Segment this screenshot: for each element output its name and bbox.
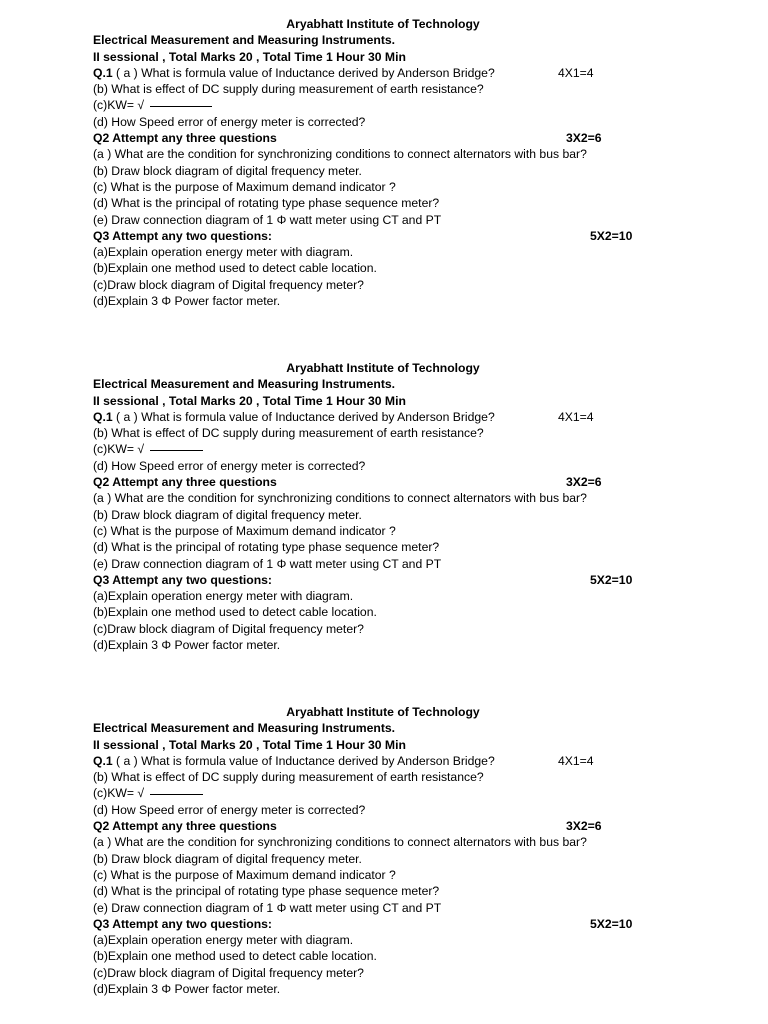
q3-heading-line xyxy=(93,228,653,244)
q2-b-line: (b) Draw block diagram of digital frequency meter. xyxy=(93,507,362,522)
q1-c-line xyxy=(93,441,653,457)
q2-marks: 3X2=6 xyxy=(566,819,602,834)
session-line: II sessional , Total Marks 20 , Total Time 1 Hour 30 Min xyxy=(93,49,406,64)
q2-b-line: (b) Draw block diagram of digital frequency meter. xyxy=(93,851,362,866)
q1-a-line xyxy=(93,409,653,425)
q3-heading-line xyxy=(93,916,653,932)
q2-heading-line xyxy=(93,474,653,490)
q3-marks: 5X2=10 xyxy=(590,228,633,243)
q2-heading-line xyxy=(93,130,653,146)
q3-heading: Q3 Attempt any two questions: xyxy=(93,228,272,243)
q1-heading: Q.1 xyxy=(93,409,113,424)
institute-title: Aryabhatt Institute of Technology xyxy=(286,361,480,375)
q2-e-line: (e) Draw connection diagram of 1 Φ watt meter using CT and PT xyxy=(93,556,442,571)
institute-title: Aryabhatt Institute of Technology xyxy=(286,17,480,31)
institute-title: Aryabhatt Institute of Technology xyxy=(286,705,480,719)
q1-b-line: (b) What is effect of DC supply during measurement of earth resistance? xyxy=(93,770,484,785)
q3-heading: Q3 Attempt any two questions: xyxy=(93,916,272,931)
q2-e-line: (e) Draw connection diagram of 1 Φ watt meter using CT and PT xyxy=(93,900,442,915)
q2-c-line: (c) What is the purpose of Maximum demand indicator ? xyxy=(93,523,396,538)
fraction-bar xyxy=(150,106,212,107)
q3-d-line: (d)Explain 3 Φ Power factor meter. xyxy=(93,294,281,309)
q2-d-line: (d) What is the principal of rotating type phase sequence meter? xyxy=(93,884,440,899)
subject-line: Electrical Measurement and Measuring Instruments. xyxy=(93,33,396,48)
q1-b-line: (b) What is effect of DC supply during measurement of earth resistance? xyxy=(93,82,484,97)
q2-c-line: (c) What is the purpose of Maximum demand indicator ? xyxy=(93,867,396,882)
q2-d-line: (d) What is the principal of rotating type phase sequence meter? xyxy=(93,540,440,555)
question-paper-copy-1 xyxy=(93,16,653,309)
session-line: II sessional , Total Marks 20 , Total Time 1 Hour 30 Min xyxy=(93,737,406,752)
q2-b-line: (b) Draw block diagram of digital frequency meter. xyxy=(93,163,362,178)
q2-heading: Q2 Attempt any three questions xyxy=(93,819,277,834)
q2-heading: Q2 Attempt any three questions xyxy=(93,131,277,146)
q3-a-line: (a)Explain operation energy meter with diagram. xyxy=(93,245,354,260)
q2-heading-line xyxy=(93,818,653,834)
q3-marks: 5X2=10 xyxy=(590,916,633,931)
q1-c-text: (c)KW= √ xyxy=(93,442,145,457)
q1-heading: Q.1 xyxy=(93,753,113,768)
q3-c-line: (c)Draw block diagram of Digital frequency meter? xyxy=(93,621,364,636)
q1-d-line: (d) How Speed error of energy meter is corrected? xyxy=(93,114,366,129)
q3-b-line: (b)Explain one method used to detect cable location. xyxy=(93,261,377,276)
q3-c-line: (c)Draw block diagram of Digital frequency meter? xyxy=(93,277,364,292)
fraction-bar xyxy=(150,450,203,451)
q3-a-line: (a)Explain operation energy meter with diagram. xyxy=(93,933,354,948)
q1-marks: 4X1=4 xyxy=(558,409,594,424)
q2-e-line: (e) Draw connection diagram of 1 Φ watt meter using CT and PT xyxy=(93,212,442,227)
q1-a-line xyxy=(93,753,653,769)
q3-heading-line xyxy=(93,572,653,588)
q2-a-line: (a ) What are the condition for synchronizing conditions to connect alternators with bus bar? xyxy=(93,491,587,506)
q3-d-line: (d)Explain 3 Φ Power factor meter. xyxy=(93,638,281,653)
q3-a-line: (a)Explain operation energy meter with diagram. xyxy=(93,589,354,604)
question-paper-copy-3 xyxy=(93,704,653,997)
q1-a-text: ( a ) What is formula value of Inductance derived by Anderson Bridge? xyxy=(112,753,495,768)
q2-a-line: (a ) What are the condition for synchronizing conditions to connect alternators with bus bar? xyxy=(93,147,587,162)
q3-heading: Q3 Attempt any two questions: xyxy=(93,572,272,587)
q1-c-text: (c)KW= √ xyxy=(93,98,145,113)
q1-marks: 4X1=4 xyxy=(558,753,594,768)
q1-d-line: (d) How Speed error of energy meter is corrected? xyxy=(93,802,366,817)
q3-marks: 5X2=10 xyxy=(590,572,633,587)
q1-marks: 4X1=4 xyxy=(558,65,594,80)
q2-marks: 3X2=6 xyxy=(566,475,602,490)
subject-line: Electrical Measurement and Measuring Instruments. xyxy=(93,377,396,392)
q1-a-line xyxy=(93,65,653,81)
q2-d-line: (d) What is the principal of rotating type phase sequence meter? xyxy=(93,196,440,211)
question-paper-copy-2 xyxy=(93,360,653,653)
q2-heading: Q2 Attempt any three questions xyxy=(93,475,277,490)
q1-a-text: ( a ) What is formula value of Inductance derived by Anderson Bridge? xyxy=(112,409,495,424)
session-line: II sessional , Total Marks 20 , Total Time 1 Hour 30 Min xyxy=(93,393,406,408)
q3-c-line: (c)Draw block diagram of Digital frequency meter? xyxy=(93,965,364,980)
q1-c-text: (c)KW= √ xyxy=(93,786,145,801)
q2-c-line: (c) What is the purpose of Maximum demand indicator ? xyxy=(93,179,396,194)
q3-b-line: (b)Explain one method used to detect cable location. xyxy=(93,949,377,964)
q1-heading: Q.1 xyxy=(93,65,113,80)
q1-c-line xyxy=(93,785,653,801)
q1-b-line: (b) What is effect of DC supply during measurement of earth resistance? xyxy=(93,426,484,441)
q1-a-text: ( a ) What is formula value of Inductance derived by Anderson Bridge? xyxy=(112,65,495,80)
q3-b-line: (b)Explain one method used to detect cable location. xyxy=(93,605,377,620)
q2-marks: 3X2=6 xyxy=(566,131,602,146)
subject-line: Electrical Measurement and Measuring Instruments. xyxy=(93,721,396,736)
q1-d-line: (d) How Speed error of energy meter is corrected? xyxy=(93,458,366,473)
q1-c-line xyxy=(93,97,653,113)
q3-d-line: (d)Explain 3 Φ Power factor meter. xyxy=(93,982,281,997)
q2-a-line: (a ) What are the condition for synchronizing conditions to connect alternators with bus bar? xyxy=(93,835,587,850)
fraction-bar xyxy=(150,794,203,795)
